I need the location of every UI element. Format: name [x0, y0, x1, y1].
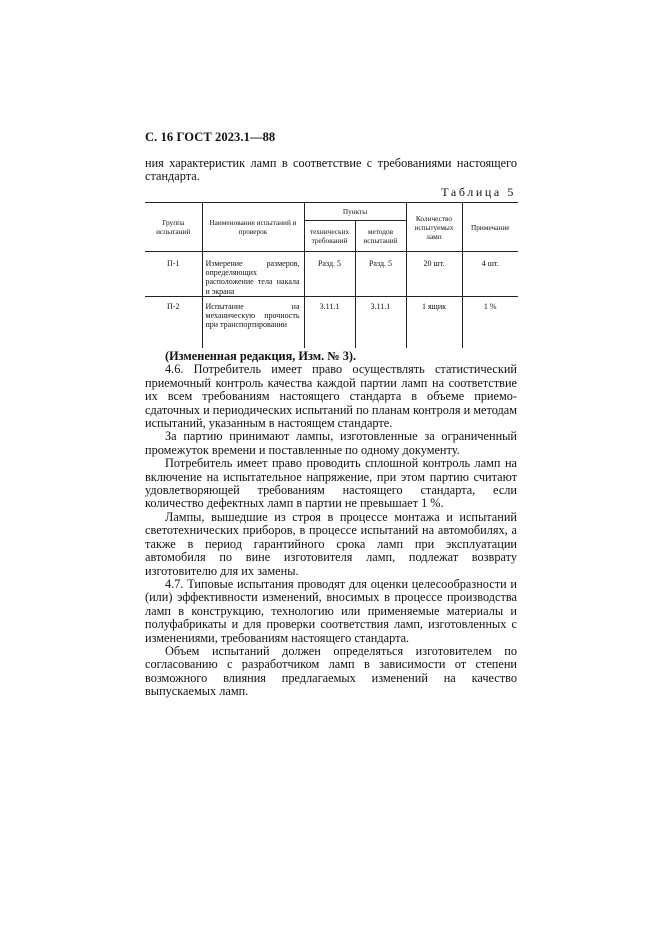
table-caption: Таблица 5	[441, 185, 516, 199]
header-methods: методов испытаний	[355, 221, 406, 252]
cell-note: 1 %	[462, 296, 518, 348]
cell-group: П-1	[145, 252, 202, 297]
paragraph-4-6: 4.6. Потребитель имеет право осуществлять статистический приемочный контроль качества каждой партии ламп на соответствие их всем требованиям настоящего стандарта в объеме приемо-сдаточных и периодических испытаний по планам контроля и методам испытаний, указанным в настоящем стандарте.	[145, 362, 517, 431]
paragraph-continuous-control: Потребитель имеет право проводить сплошной контроль ламп на включение на испытательное напряжение, при этом партию считают удовлетворяющей требованиям настоящего стандарта, если количество дефектных ламп в партии не превышает 1 %.	[145, 456, 517, 511]
table-5	[145, 202, 518, 348]
cell-group: П-2	[145, 296, 202, 348]
paragraph-scope: Объем испытаний должен определяться изготовителем по согласованию с разработчиком ламп в зависимости от степени возможного влияния предлагаемых изменений на качество выпускаемых ламп.	[145, 643, 517, 699]
table-row	[145, 252, 518, 297]
cell-name: Испытание на механическую прочность при транспортировании	[202, 296, 304, 348]
header-note: Примечание	[462, 203, 518, 252]
cell-name: Измерение размеров, определяющих расположение тела накала и экрана	[202, 252, 304, 297]
paragraph-failed-lamps: Лампы, вышедшие из строя в процессе монтажа и испытаний светотехнических приборов, в процессе испытаний на автомобилях, а также в период гарантийного срока ламп при эксплуатации автомобиля по вине изготовителя ламп, подлежат возврату изготовителю для их замены.	[145, 509, 517, 578]
cell-tech: 3.11.1	[304, 296, 355, 348]
table-row	[145, 296, 518, 348]
header-tech: технических требований	[304, 221, 355, 252]
cell-methods: 3.11.1	[355, 296, 406, 348]
header-points: Пункты	[304, 203, 406, 221]
revision-note: (Измененная редакция, Изм. № 3).	[165, 349, 357, 363]
cell-qty: 20 шт.	[406, 252, 462, 297]
cell-qty: 1 ящик	[406, 296, 462, 348]
cell-tech: Разд. 5	[304, 252, 355, 297]
continuation-text: ния характеристик ламп в соответствие с требованиями настоящего стандарта.	[145, 156, 517, 184]
paragraph-batch: За партию принимают лампы, изготовленные за ограниченный промежуток времени и поставленные по одному документу.	[145, 429, 517, 457]
body-text	[145, 350, 517, 699]
header-name: Наименование испытаний и проверок	[202, 203, 304, 252]
header-qty: Количество испытуемых ламп	[406, 203, 462, 252]
cell-methods: Разд. 5	[355, 252, 406, 297]
paragraph-4-7: 4.7. Типовые испытания проводят для оценки целесообразности и (или) эффективности изменений, вносимых в процессе производства ламп в конструкцию, технологию или применяемые материалы и полуфабрикаты и для проверки соответствия ламп, изготовленных с изменениями, требованиям настоящего стандарта.	[145, 576, 517, 645]
page-header: С. 16 ГОСТ 2023.1—88	[145, 130, 276, 144]
header-group: Группа испытаний	[145, 203, 202, 252]
cell-note: 4 шт.	[462, 252, 518, 297]
